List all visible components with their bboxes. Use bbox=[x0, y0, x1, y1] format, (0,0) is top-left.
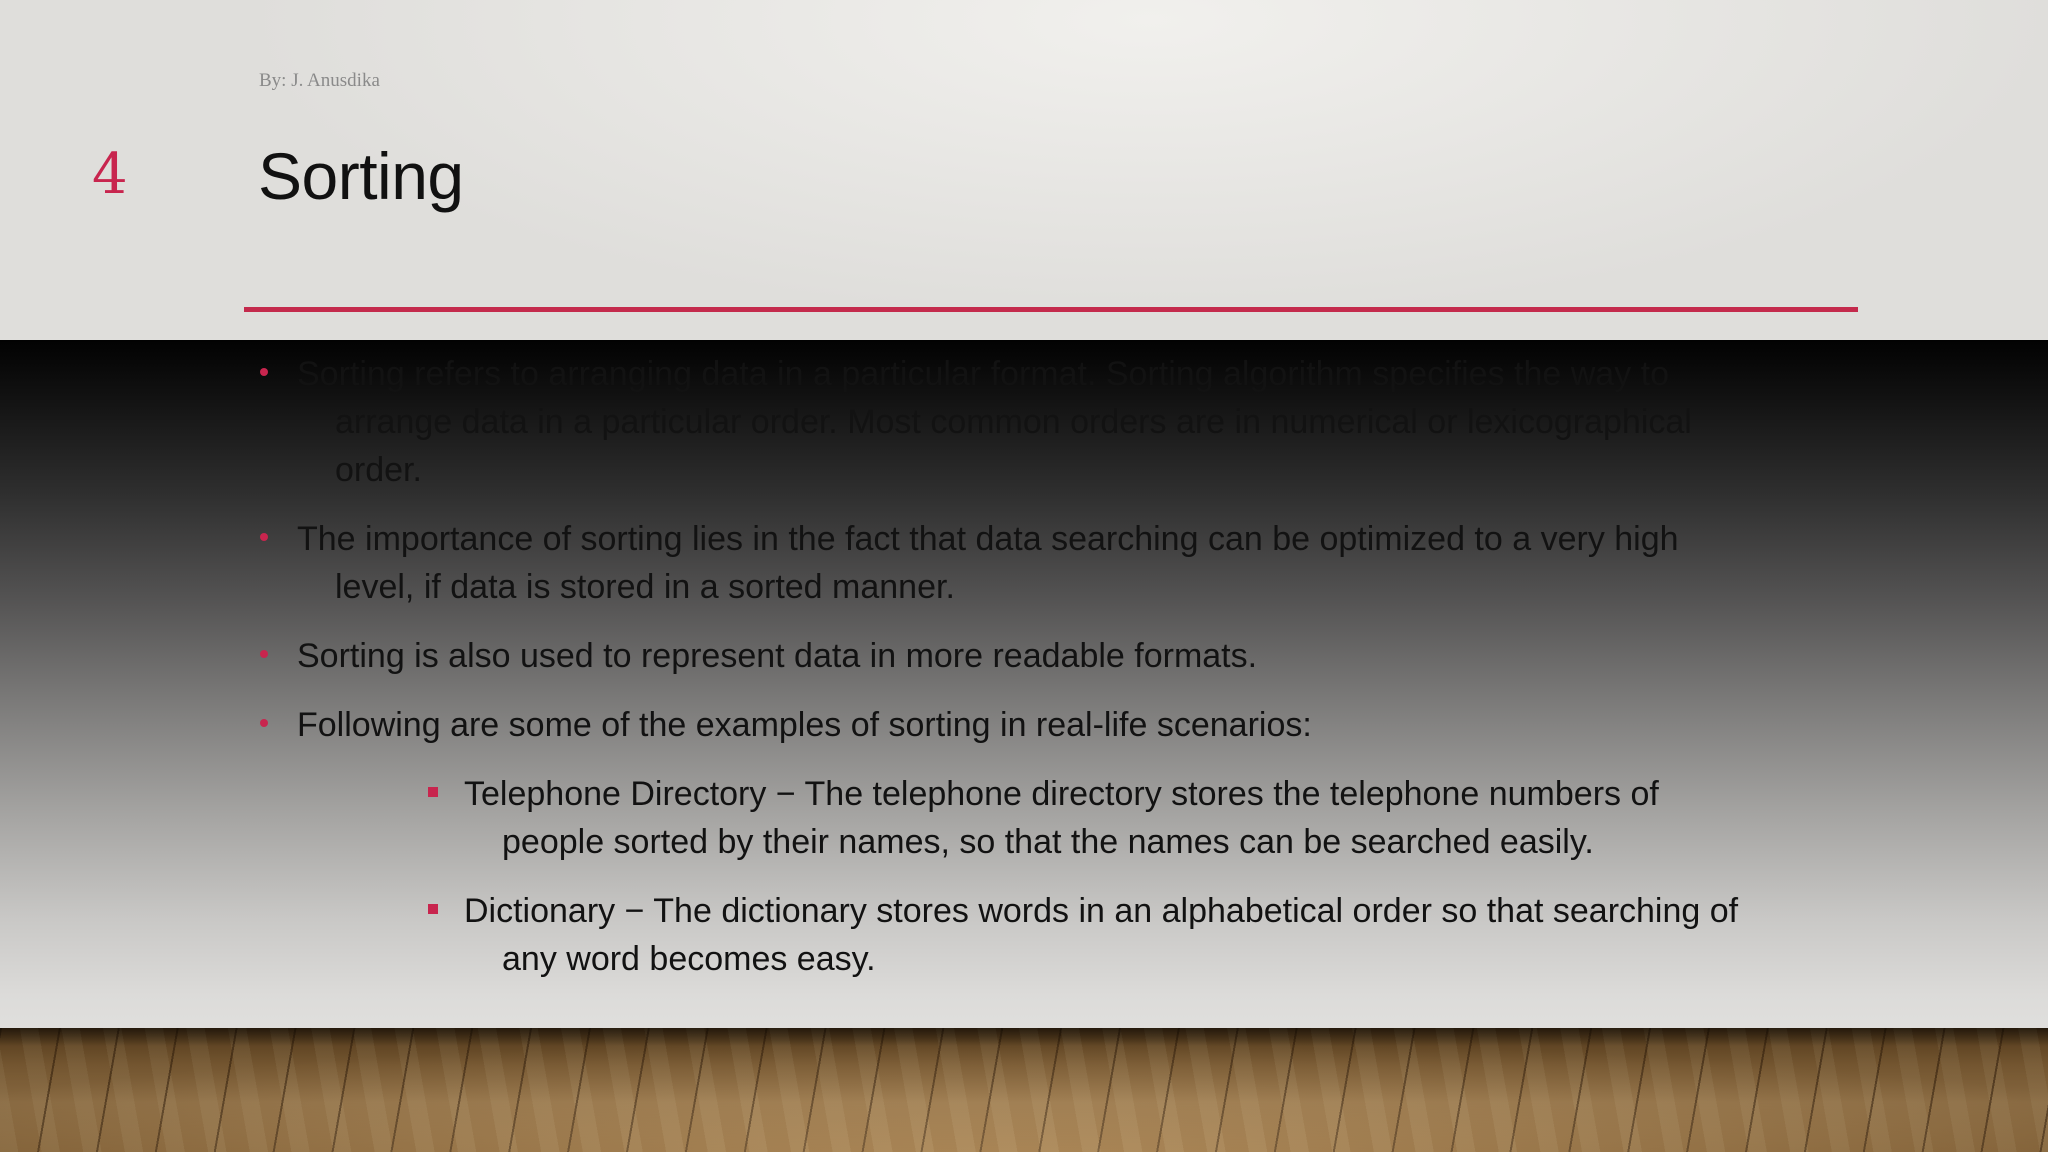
square-bullet-icon bbox=[428, 787, 438, 797]
sub-bullet-item bbox=[464, 770, 1854, 866]
sub-bullet-item bbox=[464, 887, 1854, 983]
bullet-line: order. bbox=[335, 451, 422, 489]
slide-number: 4 bbox=[92, 142, 128, 207]
bullet-icon bbox=[260, 368, 268, 376]
sub-bullet-line: Telephone Directory − The telephone directory stores the telephone numbers of bbox=[464, 775, 1659, 813]
bullet-line: Sorting is also used to represent data in more readable formats. bbox=[297, 637, 1258, 675]
bullet-line: Sorting refers to arranging data in a particular format. Sorting algorithm specifies the way to bbox=[297, 355, 1670, 393]
bullet-item bbox=[297, 515, 1797, 611]
bullet-item bbox=[297, 701, 1797, 749]
bullet-line: arrange data in a particular order. Most common orders are in numerical or lexicographical bbox=[335, 403, 1692, 441]
bullet-icon bbox=[260, 650, 268, 658]
bullet-line: The importance of sorting lies in the fact that data searching can be optimized to a very high bbox=[297, 520, 1679, 558]
bullet-line: level, if data is stored in a sorted manner. bbox=[335, 568, 955, 606]
sub-bullet-line: people sorted by their names, so that the names can be searched easily. bbox=[502, 823, 1594, 861]
sub-bullet-line: any word becomes easy. bbox=[502, 940, 876, 978]
square-bullet-icon bbox=[428, 904, 438, 914]
slide-title: Sorting bbox=[258, 139, 464, 213]
bullet-item bbox=[297, 632, 1797, 680]
bullet-item bbox=[297, 350, 1797, 494]
author-label: By: J. Anusdika bbox=[259, 70, 380, 91]
bullet-line: Following are some of the examples of sorting in real-life scenarios: bbox=[297, 706, 1312, 744]
bullet-icon bbox=[260, 719, 268, 727]
bullet-icon bbox=[260, 533, 268, 541]
sub-bullet-line: Dictionary − The dictionary stores words in an alphabetical order so that searching of bbox=[464, 892, 1739, 930]
